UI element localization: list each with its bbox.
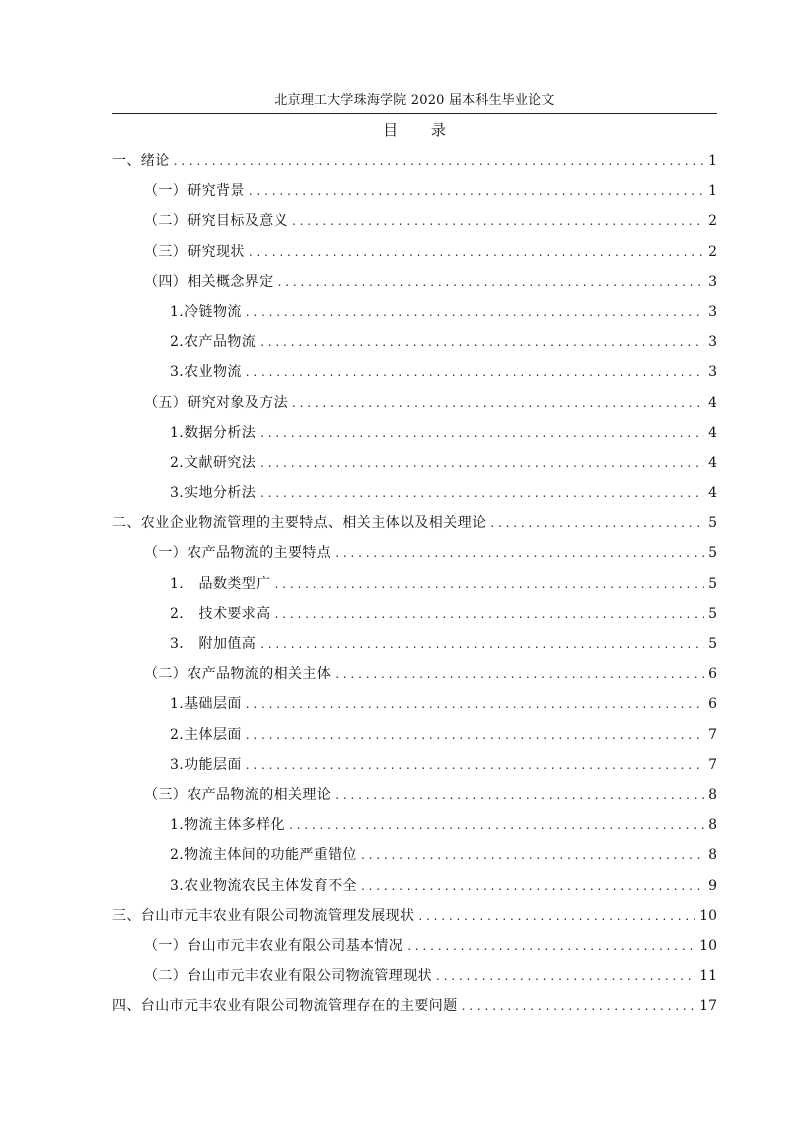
toc-entry[interactable] [112, 478, 717, 508]
dot-leader [289, 810, 704, 840]
toc-entry-page-number: 3 [708, 303, 717, 320]
dot-leader [292, 206, 704, 236]
dot-leader [275, 599, 705, 629]
toc-entry-page-number: 3 [708, 334, 717, 351]
toc-entry-page-number: 5 [708, 515, 717, 532]
toc-entry-label: （三）研究现状 [144, 243, 245, 260]
toc-entry-page-number: 11 [699, 968, 717, 985]
dot-leader [335, 659, 704, 689]
dot-leader [490, 508, 704, 538]
toc-entry-label: （五）研究对象及方法 [144, 394, 288, 411]
toc-entry[interactable] [112, 297, 717, 327]
dot-leader [246, 720, 704, 750]
toc-entry-label: 1. 品数类型广 [170, 575, 271, 592]
toc-entry[interactable] [112, 961, 717, 991]
dot-leader [278, 267, 704, 297]
toc-entry-label: 一、绪论 [112, 153, 170, 169]
toc-entry-label: （二）台山市元丰农业有限公司物流管理现状 [144, 968, 432, 985]
toc-entry[interactable] [112, 901, 717, 931]
toc-entry-page-number: 10 [699, 907, 717, 924]
toc-entry[interactable] [112, 206, 717, 236]
toc-entry-label: （三）农产品物流的相关理论 [144, 786, 332, 803]
toc-entry-label: （二）研究目标及意义 [144, 213, 288, 230]
toc-entry[interactable] [112, 659, 717, 689]
toc-entry-page-number: 1 [708, 153, 717, 169]
toc-entry-page-number: 8 [708, 817, 717, 834]
toc-entry-label: 2.农产品物流 [170, 334, 257, 351]
toc-entry-label: 三、台山市元丰农业有限公司物流管理发展现状 [112, 907, 415, 924]
toc-entry-label: 1.物流主体多样化 [170, 817, 285, 834]
toc-entry[interactable] [112, 629, 717, 659]
dot-leader [260, 448, 704, 478]
dot-leader [260, 327, 704, 357]
toc-entry[interactable] [112, 810, 717, 840]
toc-entry[interactable] [112, 357, 717, 387]
toc-entry-label: （二）农产品物流的相关主体 [144, 666, 332, 683]
dot-leader [335, 538, 704, 568]
dot-leader [260, 418, 704, 448]
toc-entry[interactable] [112, 418, 717, 448]
toc-entry-label: （一）研究背景 [144, 183, 245, 200]
toc-entry-label: 1.数据分析法 [170, 424, 257, 441]
dot-leader [275, 569, 705, 599]
toc-entry-page-number: 4 [708, 485, 717, 502]
toc-entry-page-number: 8 [708, 786, 717, 803]
table-of-contents [112, 146, 717, 1021]
toc-entry-page-number: 3 [708, 364, 717, 381]
toc-entry-label: 3.功能层面 [170, 756, 242, 773]
toc-entry-page-number: 4 [708, 454, 717, 471]
toc-entry-page-number: 5 [708, 636, 717, 652]
toc-title: 目 录 [383, 121, 460, 139]
dot-leader [407, 931, 695, 961]
toc-entry-label: 2.物流主体间的功能严重错位 [170, 847, 357, 864]
toc-entry-page-number: 7 [708, 726, 717, 743]
toc-entry-label: （一）台山市元丰农业有限公司基本情况 [144, 937, 404, 954]
toc-entry-page-number: 3 [708, 273, 717, 290]
toc-entry[interactable] [112, 840, 717, 870]
toc-entry-label: 3.实地分析法 [170, 485, 257, 502]
dot-leader [249, 237, 704, 267]
toc-entry-label: 2. 技术要求高 [170, 605, 271, 622]
toc-entry[interactable] [112, 599, 717, 629]
toc-entry-page-number: 17 [699, 998, 717, 1015]
toc-entry[interactable] [112, 689, 717, 719]
toc-entry-page-number: 5 [708, 545, 717, 562]
toc-entry-label: 二、农业企业物流管理的主要特点、相关主体以及相关理论 [112, 515, 487, 532]
toc-entry[interactable] [112, 871, 717, 901]
toc-entry-page-number: 10 [699, 937, 717, 954]
dot-leader [260, 478, 704, 508]
toc-entry-label: （四）相关概念界定 [144, 273, 274, 290]
dot-leader [361, 871, 704, 901]
toc-entry[interactable] [112, 780, 717, 810]
toc-entry[interactable] [112, 569, 717, 599]
toc-entry[interactable] [112, 931, 717, 961]
toc-entry[interactable] [112, 508, 717, 538]
toc-entry-page-number: 7 [708, 756, 717, 773]
toc-entry[interactable] [112, 327, 717, 357]
toc-entry-page-number: 4 [708, 394, 717, 411]
toc-entry-page-number: 2 [708, 243, 717, 260]
dot-leader [174, 146, 704, 176]
toc-entry-page-number: 6 [708, 666, 717, 683]
toc-entry-label: 3.农业物流 [170, 364, 242, 381]
dot-leader [260, 629, 704, 659]
toc-entry[interactable] [112, 388, 717, 418]
dot-leader [436, 961, 695, 991]
toc-entry-label: （一）农产品物流的主要特点 [144, 545, 332, 562]
dot-leader [361, 840, 704, 870]
toc-entry-page-number: 9 [708, 877, 717, 894]
toc-entry-label: 3. 附加值高 [170, 636, 257, 652]
toc-entry-label: 2.主体层面 [170, 726, 242, 743]
toc-entry[interactable] [112, 720, 717, 750]
toc-entry-page-number: 6 [708, 696, 717, 713]
dot-leader [335, 780, 704, 810]
toc-entry-label: 1.冷链物流 [170, 303, 242, 320]
dot-leader [246, 297, 704, 327]
toc-entry-page-number: 1 [708, 183, 717, 200]
dot-leader [246, 689, 704, 719]
toc-entry[interactable] [112, 176, 717, 206]
toc-entry[interactable] [112, 146, 717, 176]
page-header: 北京理工大学珠海学院 2020 届本科生毕业论文 [274, 93, 555, 108]
dot-leader [462, 991, 696, 1021]
toc-entry-label: 3.农业物流农民主体发育不全 [170, 877, 357, 894]
toc-entry-label: 2.文献研究法 [170, 454, 257, 471]
dot-leader [418, 901, 695, 931]
dot-leader [292, 388, 704, 418]
toc-entry[interactable] [112, 991, 717, 1021]
toc-entry[interactable] [112, 750, 717, 780]
toc-entry[interactable] [112, 538, 717, 568]
toc-entry[interactable] [112, 448, 717, 478]
toc-entry-page-number: 8 [708, 847, 717, 864]
toc-entry[interactable] [112, 267, 717, 297]
dot-leader [246, 357, 704, 387]
toc-entry-page-number: 2 [708, 213, 717, 230]
dot-leader [249, 176, 704, 206]
toc-entry-page-number: 5 [708, 605, 717, 622]
dot-leader [246, 750, 704, 780]
toc-entry[interactable] [112, 237, 717, 267]
header-rule [112, 113, 717, 114]
toc-entry-label: 1.基础层面 [170, 696, 242, 713]
toc-entry-page-number: 5 [708, 575, 717, 592]
toc-entry-page-number: 4 [708, 424, 717, 441]
toc-entry-label: 四、台山市元丰农业有限公司物流管理存在的主要问题 [112, 998, 458, 1015]
